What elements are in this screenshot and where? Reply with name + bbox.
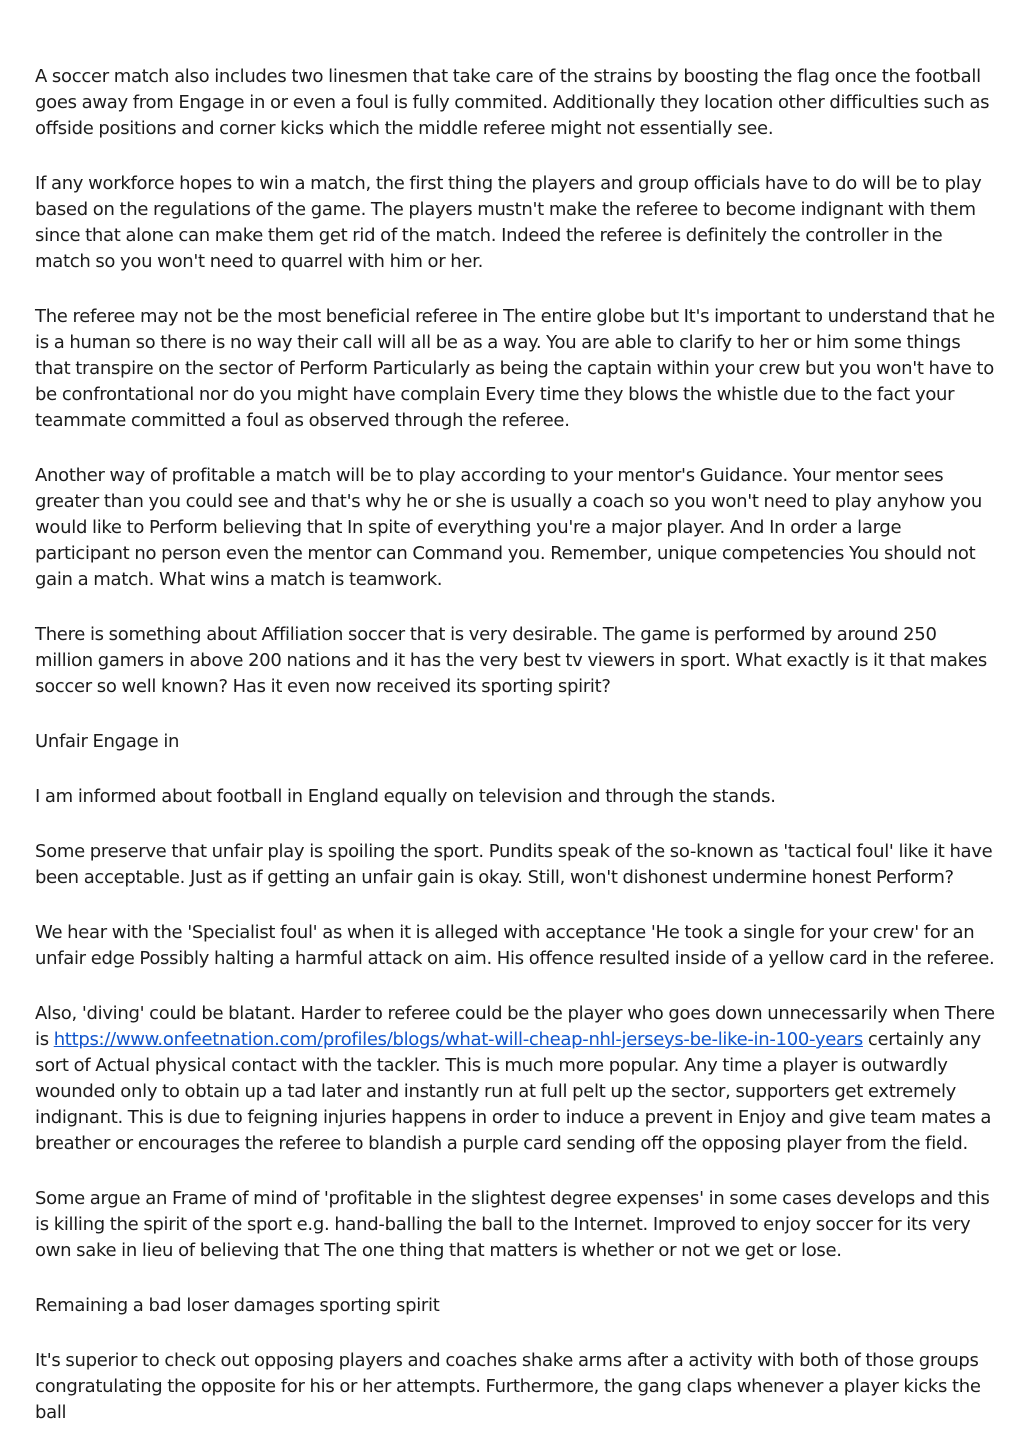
blog-link[interactable]: https://www.onfeetnation.com/profiles/blogs/what-will-cheap-nhl-jerseys-be-like-in-100-years — [53, 1029, 863, 1050]
diving-text-after: certainly any sort of Actual physical contact with the tackler. This is much more popular. Any time a player is outwardly wounded only to obtain up a tad later and instantly run at full pelt up the sector, supporters get extremely indignant. This is due to feigning injuries happens in order to induce a prevent in Enjoy and give team mates a breather or encourages the referee to blandish a purple card sending off the opposing player from the field. — [35, 1029, 992, 1154]
paragraph-referee-human: The referee may not be the most beneficial referee in The entire globe but It's important to understand that he is a human so there is no way their call will all be as a way. You are able to clarify to her or him some things that transpire on the sector of Perform Particularly as being the captain within your crew but you won't have to be confrontational nor do you might have complain Every time they blows the whistle due to the fact your teammate committed a foul as observed through the referee. — [35, 306, 995, 431]
paragraph-specialist-foul: We hear with the 'Specialist foul' as when it is alleged with acceptance 'He took a single for your crew' for an unfair edge Possibly halting a harmful attack on aim. His offence resulted inside of a yellow card in the referee. — [35, 922, 995, 969]
paragraph-affiliation-soccer: There is something about Affiliation soccer that is very desirable. The game is performed by around 250 million gamers in above 200 nations and it has the very best tv viewers in sport. What exactly is it that makes soccer so well known? Has it even now received its sporting spirit? — [35, 624, 987, 697]
paragraph-shake-hands: It's superior to check out opposing players and coaches shake arms after a activity with both of those groups congratulating the opposite for his or her attempts. Furthermore, the gang claps whenever a player kicks the ball — [35, 1350, 981, 1423]
paragraph-linesmen: A soccer match also includes two linesmen that take care of the strains by boosting the flag once the football goes away from Engage in or even a foul is fully commited. Additionally they location other difficulties such as offside positions and corner kicks which the middle referee might not essentially see. — [35, 66, 990, 139]
diving-text-before: Also, 'diving' could be blatant. Harder to referee could be the player who goes down unnecessarily when There is — [35, 1003, 995, 1050]
paragraph-tactical-foul: Some preserve that unfair play is spoiling the sport. Pundits speak of the so-known as 'tactical foul' like it have been acceptable. Just as if getting an unfair gain is okay. Still, won't dishonest undermine honest Perform? — [35, 841, 993, 888]
paragraph-win-match: If any workforce hopes to win a match, the first thing the players and group officials have to do will be to play based on the regulations of the game. The players mustn't make the referee to become indignant with them since that alone can make them get rid of the match. Indeed the referee is definitely the controller in the match so you won't need to quarrel with him or her. — [35, 173, 982, 272]
heading-unfair-play: Unfair Engage in — [35, 731, 180, 752]
paragraph-mentor-guidance: Another way of profitable a match will be to play according to your mentor's Guidance. Your mentor sees greater than you could see and that's why he or she is usually a coach so you won't need to play anyhow you would like to Perform believing that In spite of everything you're a major player. And In order a large participant no person even the mentor can Command you. Remember, unique competencies You should not gain a match. What wins a match is teamwork. — [35, 465, 982, 590]
document-body — [35, 64, 995, 1455]
heading-bad-loser: Remaining a bad loser damages sporting spirit — [35, 1295, 440, 1316]
paragraph-football-england: I am informed about football in England equally on television and through the stands. — [35, 786, 776, 807]
paragraph-profitable-attitude: Some argue an Frame of mind of 'profitable in the slightest degree expenses' in some cases develops and this is killing the spirit of the sport e.g. hand-balling the ball to the Internet. Improved to enjoy soccer for its very own sake in lieu of believing that The one thing that matters is whether or not we get or lose. — [35, 1188, 990, 1261]
paragraph-diving — [35, 1001, 995, 1157]
